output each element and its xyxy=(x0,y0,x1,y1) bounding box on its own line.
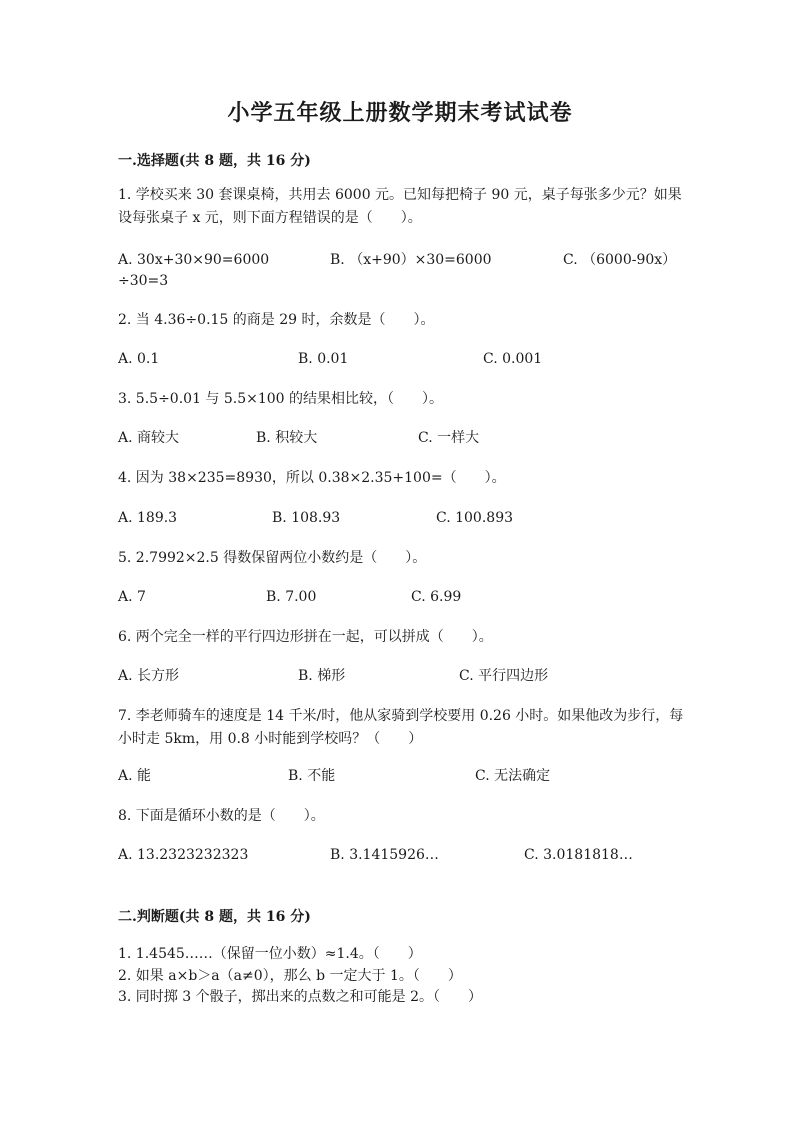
judgement-2: 2. 如果 a×b＞a（a≠0），那么 b 一定大于 1。（ ） xyxy=(118,968,462,984)
question-3-stem: 3. 5.5÷0.01 与 5.5×100 的结果相比较，（ ）。 xyxy=(118,391,444,407)
question-5-option-b: B. 7.00 xyxy=(266,589,317,605)
question-1-stem: 1. 学校买来 30 套课桌椅，共用去 6000 元。已知每把椅子 90 元，桌子每张多少元？如果设每张桌子 x 元，则下面方程错误的是（ ）。 xyxy=(118,187,682,226)
question-2-option-a: A. 0.1 xyxy=(118,351,160,367)
judgement-3: 3. 同时掷 3 个骰子，掷出来的点数之和可能是 2。（ ） xyxy=(118,989,482,1005)
question-2-stem: 2. 当 4.36÷0.15 的商是 29 时，余数是（ ）。 xyxy=(118,312,435,328)
question-6-option-a: A. 长方形 xyxy=(118,668,180,684)
question-6-option-b: B. 梯形 xyxy=(298,668,346,684)
question-2-option-b: B. 0.01 xyxy=(298,351,349,367)
question-1-option-a: A. 30x+30×90=6000 xyxy=(118,252,270,268)
judgement-1: 1. 1.4545……（保留一位小数）≈1.4。（ ） xyxy=(118,946,422,962)
question-1-option-c: C. （6000-90x） xyxy=(563,252,677,268)
question-5-option-c: C. 6.99 xyxy=(411,589,462,605)
question-8-option-a: A. 13.2323232323 xyxy=(118,847,249,863)
question-8-stem: 8. 下面是循环小数的是（ ）。 xyxy=(118,808,325,824)
section-heading-judgement: 二.判断题(共 8 题，共 16 分) xyxy=(118,909,311,925)
question-4-option-b: B. 108.93 xyxy=(272,510,341,526)
question-1-option-c-cont: ÷30=3 xyxy=(118,273,169,289)
page-title: 小学五年级上册数学期末考试试卷 xyxy=(227,100,573,126)
question-5-stem: 5. 2.7992×2.5 得数保留两位小数约是（ ）。 xyxy=(118,550,427,566)
question-1-option-b: B. （x+90）×30=6000 xyxy=(330,252,492,268)
question-6-stem: 6. 两个完全一样的平行四边形拼在一起，可以拼成（ ）。 xyxy=(118,629,493,645)
question-2-option-c: C. 0.001 xyxy=(483,351,543,367)
question-5-option-a: A. 7 xyxy=(118,589,146,605)
question-4-option-c: C. 100.893 xyxy=(436,510,514,526)
question-7-option-a: A. 能 xyxy=(118,768,152,784)
question-4-option-a: A. 189.3 xyxy=(118,510,178,526)
question-7-option-c: C. 无法确定 xyxy=(475,768,551,784)
question-8-option-b: B. 3.1415926… xyxy=(330,847,439,863)
question-7-option-b: B. 不能 xyxy=(288,768,336,784)
question-7-stem: 7. 李老师骑车的速度是 14 千米/时，他从家骑到学校要用 0.26 小时。如果他改为步行，每小时走 5km，用 0.8 小时能到学校吗？（ ） xyxy=(118,708,684,747)
question-4-stem: 4. 因为 38×235=8930，所以 0.38×2.35+100=（ ）。 xyxy=(118,470,506,486)
question-3-option-c: C. 一样大 xyxy=(418,430,480,446)
question-6-option-c: C. 平行四边形 xyxy=(459,668,549,684)
section-heading-choice: 一.选择题(共 8 题，共 16 分) xyxy=(118,153,311,169)
question-8-option-c: C. 3.0181818… xyxy=(524,847,633,863)
question-3-option-a: A. 商较大 xyxy=(118,430,180,446)
question-3-option-b: B. 积较大 xyxy=(256,430,318,446)
